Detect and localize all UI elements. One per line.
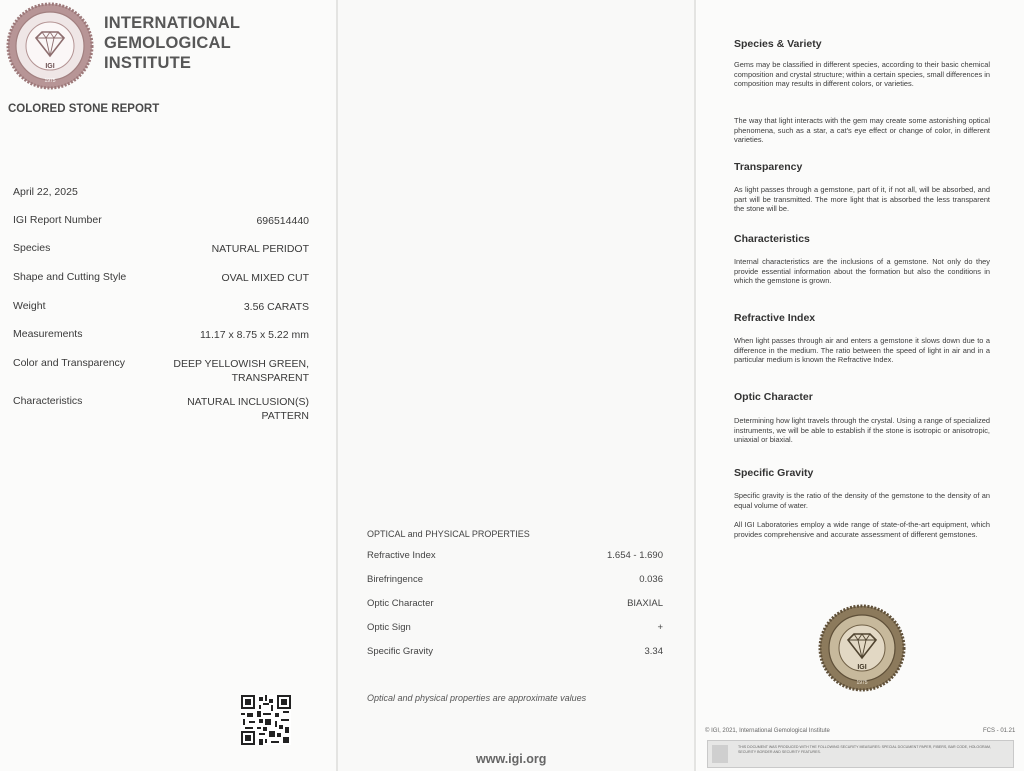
section-title-optic-character: Optic Character [734, 391, 813, 403]
optical-label: Optic Sign [367, 622, 411, 633]
detail-value: 11.17 x 8.75 x 5.22 mm [200, 329, 309, 341]
brand-line2: GEMOLOGICAL [104, 34, 231, 52]
information-panel [697, 0, 1024, 771]
detail-value-line1: DEEP YELLOWISH GREEN, [173, 358, 309, 370]
seal2-year: 1975 [856, 680, 868, 686]
section-text: The way that light interacts with the gem may create some astonishing optical phenomena, such as a star, a cat's eye effect or change of color, in different varieties. [734, 116, 990, 145]
section-title-refractive-index: Refractive Index [734, 312, 816, 324]
detail-value-line2: PATTERN [261, 410, 309, 422]
detail-label: Measurements [13, 328, 83, 340]
detail-value: NATURAL PERIDOT [211, 243, 309, 255]
report-title: COLORED STONE REPORT [8, 103, 160, 115]
section-text: As light passes through a gemstone, part of it, if not all, will be absorbed, and part will be transmitted. The more light that is absorbed the less transparent the stone will be. [734, 185, 990, 214]
igi-seal-icon [6, 2, 94, 90]
optical-label: Specific Gravity [367, 646, 433, 657]
optical-value: 1.654 - 1.690 [607, 550, 663, 561]
detail-label: Shape and Cutting Style [13, 271, 127, 283]
website-link[interactable]: www.igi.org [476, 752, 547, 766]
section-title-species: Species & Variety [734, 38, 822, 50]
detail-label: IGI Report Number [13, 214, 102, 226]
security-bar [707, 740, 1014, 768]
security-lock-icon [712, 745, 728, 763]
optical-properties-panel [338, 0, 694, 771]
optical-value: BIAXIAL [627, 598, 663, 609]
approximate-values-note: Optical and physical properties are approximate values [367, 693, 587, 703]
qr-code-icon[interactable] [241, 695, 291, 745]
detail-label: Characteristics [13, 395, 83, 407]
copyright: © IGI, 2021, International Gemological Institute [705, 728, 830, 734]
detail-value: 696514440 [256, 215, 309, 227]
section-text: All IGI Laboratories employ a wide range of state-of-the-art equipment, which provides comprehensive and accurate assessment of different gemstones. [734, 520, 990, 539]
section-text: Determining how light travels through the crystal. Using a range of specialized instruments, we will be able to establish if the stone is isotropic or anisotropic, uniaxial or biaxial. [734, 416, 990, 445]
detail-value [187, 395, 309, 423]
seal-initials: IGI [45, 63, 55, 70]
section-text: Specific gravity is the ratio of the density of the gemstone to the density of an equal volume of water. [734, 491, 990, 510]
brand-line3: INSTITUTE [104, 54, 192, 72]
institute-name [104, 13, 240, 73]
detail-value-line2: TRANSPARENT [231, 372, 309, 384]
detail-value [173, 357, 309, 385]
optical-heading: OPTICAL and PHYSICAL PROPERTIES [367, 529, 530, 539]
detail-label: Species [13, 242, 51, 254]
seal-year: 1975 [44, 78, 56, 84]
detail-label: Color and Transparency [13, 357, 126, 369]
detail-value-line1: NATURAL INCLUSION(S) [187, 396, 309, 408]
optical-value: 3.34 [644, 646, 663, 657]
optical-label: Optic Character [367, 598, 434, 609]
detail-value: 3.56 CARATS [243, 301, 309, 313]
gold-seal-icon [818, 604, 906, 692]
security-text: THIS DOCUMENT WAS PRODUCED WITH THE FOLLOWING SECURITY MEASURES: SPECIAL DOCUMENT PAPER, FIBERS, BAR CODE, HOLOGRAM, SECURITY BORDER AND SECURITY FEATURES. [738, 745, 991, 754]
seal2-initials: IGI [857, 664, 867, 671]
report-date: April 22, 2025 [13, 186, 78, 198]
brand-line1: INTERNATIONAL [104, 14, 241, 32]
section-title-specific-gravity: Specific Gravity [734, 467, 814, 479]
section-text: Gems may be classified in different species, according to their basic chemical composition and crystal structure; within a certain species, small differences in composition may results in different colors, or varieties. [734, 60, 990, 89]
optical-label: Refractive Index [367, 550, 436, 561]
fold-line [694, 0, 696, 771]
section-text: When light passes through air and enters a gemstone it slows down due to a difference in the medium. The ratio between the speed of light in air and in a particular medium is known the Refractive Index. [734, 336, 990, 365]
detail-label: Weight [13, 300, 46, 312]
optical-value: 0.036 [639, 574, 663, 585]
section-title-transparency: Transparency [734, 161, 803, 173]
form-code: FCS - 01.21 [983, 728, 1016, 734]
optical-value: + [657, 622, 663, 633]
report-details-panel [0, 0, 336, 771]
optical-label: Birefringence [367, 574, 423, 585]
detail-value: OVAL MIXED CUT [221, 272, 309, 284]
section-text: Internal characteristics are the inclusions of a gemstone. Not only do they provide essential information about the formation but also the conditions in which the gemstone is grown. [734, 257, 990, 286]
section-title-characteristics: Characteristics [734, 233, 810, 245]
